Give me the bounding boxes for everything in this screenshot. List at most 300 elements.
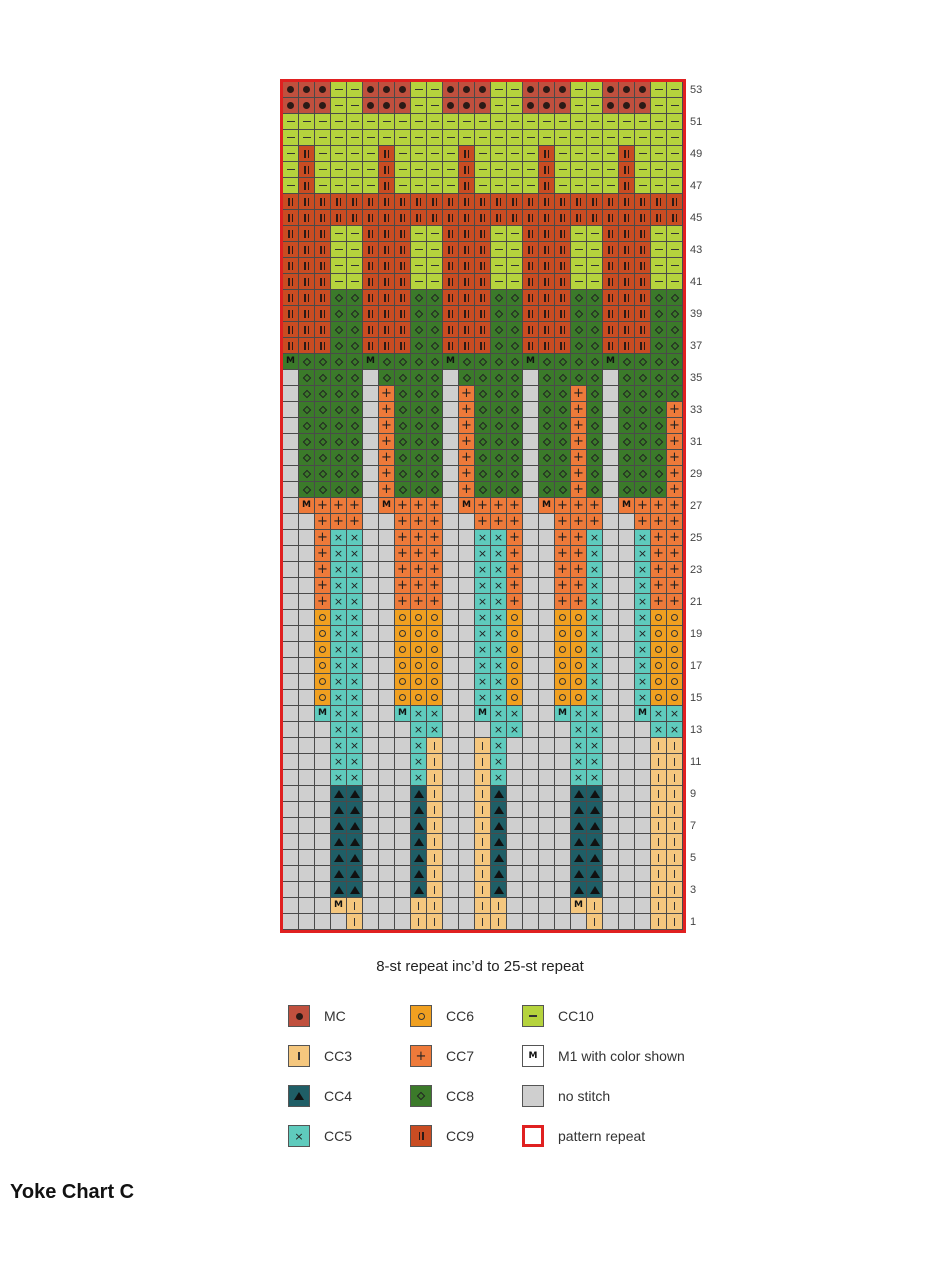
stitch-cell-cc9: [395, 274, 411, 290]
stitch-cell-no-stitch: [459, 562, 475, 578]
stitch-cell-cc8: [395, 466, 411, 482]
stitch-cell-cc6: [315, 610, 331, 626]
legend-item-rep: [522, 1124, 645, 1148]
stitch-cell-no-stitch: [363, 530, 379, 546]
stitch-cell-cc10: [667, 178, 683, 194]
stitch-cell-cc9: [619, 226, 635, 242]
stitch-cell-no-stitch: [603, 562, 619, 578]
stitch-cell-no-stitch: [395, 738, 411, 754]
stitch-cell-cc8: [299, 466, 315, 482]
stitch-cell-cc8: [635, 466, 651, 482]
stitch-cell-no-stitch: [523, 882, 539, 898]
stitch-cell-cc8: [539, 482, 555, 498]
stitch-cell-no-stitch: [507, 802, 523, 818]
stitch-cell-cc7: +: [571, 466, 587, 482]
stitch-cell-no-stitch: [363, 498, 379, 514]
stitch-cell-cc8: [619, 466, 635, 482]
stitch-cell-no-stitch: [539, 610, 555, 626]
stitch-cell-cc8: [331, 338, 347, 354]
stitch-cell-cc9: [667, 210, 683, 226]
stitch-cell-no-stitch: [395, 802, 411, 818]
stitch-cell-cc8: [667, 386, 683, 402]
stitch-cell-cc4: [587, 834, 603, 850]
stitch-cell-cc5: ×: [331, 626, 347, 642]
stitch-cell-no-stitch: [539, 690, 555, 706]
stitch-cell-cc7: +: [507, 514, 523, 530]
stitch-cell-cc8: [491, 290, 507, 306]
stitch-cell-cc8: [555, 482, 571, 498]
stitch-cell-cc3: [667, 802, 683, 818]
stitch-cell-cc7: +: [667, 578, 683, 594]
stitch-cell-no-stitch: [459, 850, 475, 866]
stitch-cell-cc9: [523, 322, 539, 338]
stitch-cell-no-stitch: [603, 434, 619, 450]
stitch-cell-no-stitch: [299, 802, 315, 818]
stitch-cell-no-stitch: [395, 850, 411, 866]
stitch-cell-cc9: [619, 258, 635, 274]
stitch-cell-no-stitch: [379, 754, 395, 770]
legend-label: CC3: [324, 1048, 353, 1064]
stitch-cell-cc7: +: [491, 498, 507, 514]
stitch-cell-cc5: ×: [507, 722, 523, 738]
stitch-cell-no-stitch: [379, 578, 395, 594]
legend-item-cc10: [522, 1004, 594, 1028]
row-number: 51: [690, 116, 703, 128]
stitch-cell-no-stitch: [443, 866, 459, 882]
stitch-cell-cc8: [555, 418, 571, 434]
stitch-cell-cc3: [651, 882, 667, 898]
stitch-cell-mc: [475, 82, 491, 98]
stitch-cell-cc9: [619, 290, 635, 306]
stitch-cell-cc10: [651, 82, 667, 98]
stitch-cell-cc5: ×: [587, 642, 603, 658]
stitch-cell-no-stitch: [635, 722, 651, 738]
stitch-cell-cc9: [379, 290, 395, 306]
stitch-cell-no-stitch: [443, 418, 459, 434]
stitch-cell-cc10: [603, 146, 619, 162]
stitch-cell-no-stitch: [619, 546, 635, 562]
stitch-cell-cc7: +: [459, 450, 475, 466]
stitch-cell-no-stitch: [459, 914, 475, 930]
stitch-cell-cc8: [395, 418, 411, 434]
stitch-cell-cc9: [411, 194, 427, 210]
stitch-cell-cc6: [651, 674, 667, 690]
stitch-cell-cc9: [411, 210, 427, 226]
stitch-cell-cc7: +: [651, 514, 667, 530]
stitch-cell-no-stitch: [379, 514, 395, 530]
stitch-cell-cc7: +: [315, 578, 331, 594]
stitch-cell-cc9: [635, 290, 651, 306]
stitch-cell-no-stitch: [379, 738, 395, 754]
stitch-cell-no-stitch: [363, 914, 379, 930]
stitch-cell-cc10: [491, 130, 507, 146]
stitch-cell-cc9: [539, 210, 555, 226]
stitch-cell-no-stitch: [619, 898, 635, 914]
stitch-cell-no-stitch: [299, 754, 315, 770]
stitch-cell-cc6: [651, 610, 667, 626]
stitch-cell-no-stitch: [299, 786, 315, 802]
stitch-cell-cc3: [475, 866, 491, 882]
stitch-cell-cc10: [427, 258, 443, 274]
stitch-cell-no-stitch: [443, 882, 459, 898]
row-number: 5: [690, 852, 697, 864]
stitch-cell-cc10: [587, 258, 603, 274]
stitch-cell-cc3: [667, 770, 683, 786]
stitch-cell-cc8: [411, 402, 427, 418]
stitch-cell-cc8: [331, 290, 347, 306]
stitch-cell-no-stitch: [379, 546, 395, 562]
stitch-cell-no-stitch: [283, 514, 299, 530]
stitch-cell-cc5: ×: [347, 562, 363, 578]
stitch-cell-no-stitch: [363, 402, 379, 418]
stitch-cell-cc10: [603, 130, 619, 146]
stitch-cell-cc8: [667, 354, 683, 370]
stitch-cell-cc8: [587, 354, 603, 370]
stitch-cell-no-stitch: [523, 690, 539, 706]
stitch-cell-cc10: [427, 178, 443, 194]
stitch-cell-cc10: [363, 130, 379, 146]
stitch-cell-cc10: [523, 130, 539, 146]
stitch-cell-cc8: [299, 450, 315, 466]
stitch-cell-cc8: [491, 482, 507, 498]
stitch-cell-no-stitch: [459, 754, 475, 770]
stitch-cell-cc5: ×: [411, 770, 427, 786]
stitch-cell-cc8: [491, 338, 507, 354]
stitch-cell-mc: [603, 98, 619, 114]
stitch-cell-cc5: ×: [347, 690, 363, 706]
stitch-cell-cc10: [411, 178, 427, 194]
stitch-cell-cc8: [347, 354, 363, 370]
stitch-grid: [283, 82, 683, 930]
stitch-cell-no-stitch: [283, 562, 299, 578]
stitch-cell-cc3: [651, 770, 667, 786]
stitch-cell-cc8: [507, 322, 523, 338]
stitch-cell-cc8: [667, 338, 683, 354]
stitch-cell-cc5: ×: [635, 610, 651, 626]
stitch-cell-cc8: [411, 354, 427, 370]
stitch-cell-cc8: [315, 466, 331, 482]
stitch-cell-cc9: [539, 274, 555, 290]
stitch-cell-cc9: [299, 306, 315, 322]
stitch-cell-no-stitch: [363, 482, 379, 498]
stitch-cell-cc8: [411, 386, 427, 402]
stitch-cell-cc4: [587, 850, 603, 866]
stitch-cell-cc8: [539, 402, 555, 418]
stitch-cell-cc4: [491, 818, 507, 834]
stitch-cell-no-stitch: [299, 594, 315, 610]
stitch-cell-cc10: [523, 114, 539, 130]
stitch-cell-cc5: ×: [331, 594, 347, 610]
stitch-cell-no-stitch: [539, 770, 555, 786]
stitch-cell-mc: [539, 98, 555, 114]
stitch-cell-cc9: [299, 210, 315, 226]
stitch-cell-cc5: ×: [475, 546, 491, 562]
stitch-cell-cc10: [667, 114, 683, 130]
stitch-cell-no-stitch: [443, 546, 459, 562]
stitch-cell-cc9: [539, 226, 555, 242]
stitch-cell-cc9: [379, 178, 395, 194]
stitch-cell-cc9: [283, 242, 299, 258]
stitch-cell-cc9: [475, 226, 491, 242]
stitch-cell-cc9: [619, 210, 635, 226]
stitch-cell-no-stitch: [635, 914, 651, 930]
stitch-cell-cc8: [491, 386, 507, 402]
stitch-cell-cc8: [651, 450, 667, 466]
stitch-cell-cc8: [347, 466, 363, 482]
stitch-cell-cc5: ×: [331, 754, 347, 770]
stitch-cell-cc5: ×: [571, 738, 587, 754]
stitch-cell-no-stitch: [283, 706, 299, 722]
stitch-cell-cc3: [651, 818, 667, 834]
stitch-cell-no-stitch: [379, 786, 395, 802]
stitch-cell-no-stitch: [523, 802, 539, 818]
stitch-cell-cc3: [475, 770, 491, 786]
legend-item-cc8: [410, 1084, 474, 1108]
stitch-cell-no-stitch: [539, 722, 555, 738]
stitch-cell-cc10: [603, 178, 619, 194]
stitch-cell-cc9: [315, 290, 331, 306]
stitch-cell-cc3: [475, 914, 491, 930]
stitch-cell-cc9: [427, 194, 443, 210]
stitch-cell-mc: [395, 82, 411, 98]
stitch-cell-cc7: +: [571, 418, 587, 434]
row-number: 35: [690, 372, 703, 384]
stitch-cell-cc4: [347, 866, 363, 882]
stitch-cell-cc7: +: [347, 514, 363, 530]
stitch-cell-cc9: [459, 322, 475, 338]
stitch-cell-cc4: [331, 850, 347, 866]
stitch-cell-no-stitch: [603, 786, 619, 802]
stitch-cell-cc4: [587, 882, 603, 898]
stitch-cell-cc9: [379, 146, 395, 162]
stitch-cell-cc9: [603, 258, 619, 274]
stitch-cell-no-stitch: [443, 674, 459, 690]
stitch-cell-no-stitch: [443, 690, 459, 706]
stitch-cell-cc9: [459, 194, 475, 210]
stitch-cell-no-stitch: [539, 562, 555, 578]
stitch-cell-cc8: [571, 370, 587, 386]
stitch-cell-no-stitch: [363, 370, 379, 386]
stitch-cell-no-stitch: [619, 722, 635, 738]
stitch-cell-cc4: [587, 866, 603, 882]
stitch-cell-m1-cc8: M: [443, 354, 459, 370]
stitch-cell-cc8: [347, 370, 363, 386]
stitch-cell-cc10: [331, 162, 347, 178]
stitch-cell-cc8: [667, 322, 683, 338]
stitch-cell-cc8: [347, 434, 363, 450]
stitch-cell-cc8: [427, 322, 443, 338]
stitch-cell-no-stitch: [603, 898, 619, 914]
stitch-cell-cc9: [635, 258, 651, 274]
stitch-cell-cc10: [507, 178, 523, 194]
stitch-cell-cc8: [427, 386, 443, 402]
stitch-cell-no-stitch: [539, 546, 555, 562]
stitch-cell-cc9: [539, 146, 555, 162]
stitch-cell-cc10: [491, 242, 507, 258]
stitch-cell-cc7: +: [507, 562, 523, 578]
stitch-cell-cc8: [587, 402, 603, 418]
stitch-cell-no-stitch: [603, 514, 619, 530]
stitch-cell-cc7: +: [395, 562, 411, 578]
stitch-cell-no-stitch: [283, 674, 299, 690]
row-number: 13: [690, 724, 703, 736]
stitch-cell-cc9: [555, 274, 571, 290]
stitch-cell-cc5: ×: [587, 610, 603, 626]
stitch-cell-cc4: [347, 882, 363, 898]
stitch-cell-cc8: [459, 370, 475, 386]
stitch-cell-cc8: [587, 306, 603, 322]
stitch-cell-no-stitch: [603, 770, 619, 786]
stitch-cell-cc9: [635, 210, 651, 226]
stitch-cell-mc: [603, 82, 619, 98]
stitch-cell-cc5: ×: [571, 754, 587, 770]
stitch-cell-cc9: [539, 290, 555, 306]
stitch-cell-no-stitch: [363, 386, 379, 402]
stitch-cell-cc10: [331, 130, 347, 146]
stitch-cell-no-stitch: [619, 690, 635, 706]
stitch-cell-no-stitch: [523, 610, 539, 626]
stitch-cell-cc10: [315, 114, 331, 130]
stitch-cell-cc6: [555, 626, 571, 642]
stitch-cell-cc9: [603, 306, 619, 322]
stitch-cell-cc8: [347, 386, 363, 402]
stitch-cell-cc5: ×: [331, 546, 347, 562]
stitch-cell-cc3: [667, 818, 683, 834]
stitch-cell-cc10: [651, 178, 667, 194]
stitch-cell-cc10: [491, 146, 507, 162]
stitch-cell-cc10: [347, 258, 363, 274]
stitch-cell-no-stitch: [523, 674, 539, 690]
stitch-cell-cc8: [395, 386, 411, 402]
stitch-cell-no-stitch: [363, 546, 379, 562]
stitch-cell-no-stitch: [635, 834, 651, 850]
stitch-cell-cc8: [539, 418, 555, 434]
stitch-cell-cc8: [491, 322, 507, 338]
stitch-cell-cc8: [667, 290, 683, 306]
stitch-cell-cc7: +: [667, 546, 683, 562]
stitch-cell-cc4: [571, 818, 587, 834]
stitch-cell-cc9: [299, 194, 315, 210]
stitch-cell-no-stitch: [299, 770, 315, 786]
stitch-cell-no-stitch: [443, 914, 459, 930]
stitch-cell-cc3: [475, 882, 491, 898]
row-number: 49: [690, 148, 703, 160]
stitch-cell-no-stitch: [443, 834, 459, 850]
stitch-cell-cc8: [651, 402, 667, 418]
stitch-cell-cc9: [651, 194, 667, 210]
stitch-cell-cc10: [347, 162, 363, 178]
stitch-cell-cc8: [651, 306, 667, 322]
stitch-cell-mc: [299, 82, 315, 98]
stitch-cell-cc8: [299, 482, 315, 498]
stitch-cell-cc3: [475, 850, 491, 866]
stitch-cell-cc9: [395, 290, 411, 306]
stitch-cell-cc5: ×: [347, 658, 363, 674]
stitch-cell-cc8: [507, 370, 523, 386]
stitch-cell-cc3: [427, 738, 443, 754]
stitch-cell-no-stitch: [363, 770, 379, 786]
stitch-cell-cc10: [491, 98, 507, 114]
stitch-cell-cc5: ×: [587, 690, 603, 706]
stitch-cell-cc6: [411, 674, 427, 690]
stitch-cell-cc9: [523, 194, 539, 210]
stitch-cell-cc9: [299, 178, 315, 194]
stitch-cell-cc10: [411, 258, 427, 274]
stitch-cell-cc7: +: [395, 594, 411, 610]
stitch-cell-cc8: [395, 450, 411, 466]
stitch-cell-no-stitch: [443, 754, 459, 770]
stitch-cell-cc10: [587, 114, 603, 130]
stitch-cell-no-stitch: [603, 530, 619, 546]
stitch-cell-no-stitch: [283, 850, 299, 866]
row-number: 41: [690, 276, 703, 288]
stitch-cell-cc10: [331, 242, 347, 258]
stitch-cell-no-stitch: [395, 770, 411, 786]
stitch-cell-cc8: [555, 386, 571, 402]
stitch-cell-cc10: [587, 130, 603, 146]
stitch-cell-no-stitch: [523, 562, 539, 578]
stitch-cell-cc7: +: [507, 530, 523, 546]
stitch-cell-cc8: [427, 450, 443, 466]
stitch-cell-cc9: [475, 290, 491, 306]
stitch-cell-no-stitch: [603, 546, 619, 562]
row-number: 47: [690, 180, 703, 192]
stitch-cell-cc10: [427, 226, 443, 242]
stitch-cell-cc10: [283, 178, 299, 194]
stitch-cell-cc10: [395, 130, 411, 146]
stitch-cell-m1-cc8: M: [603, 354, 619, 370]
stitch-cell-cc4: [411, 802, 427, 818]
stitch-cell-cc9: [555, 226, 571, 242]
stitch-cell-cc8: [331, 370, 347, 386]
stitch-cell-cc10: [475, 178, 491, 194]
stitch-cell-cc9: [363, 226, 379, 242]
stitch-cell-cc3: [475, 786, 491, 802]
stitch-cell-cc10: [587, 274, 603, 290]
stitch-cell-cc4: [331, 882, 347, 898]
stitch-cell-no-stitch: [443, 434, 459, 450]
stitch-cell-cc10: [507, 146, 523, 162]
stitch-cell-cc10: [587, 82, 603, 98]
stitch-cell-cc7: +: [475, 514, 491, 530]
stitch-cell-cc4: [347, 834, 363, 850]
stitch-cell-cc8: [635, 354, 651, 370]
stitch-cell-cc6: [651, 626, 667, 642]
stitch-cell-cc5: ×: [587, 530, 603, 546]
stitch-cell-cc6: [555, 658, 571, 674]
stitch-cell-no-stitch: [539, 898, 555, 914]
stitch-cell-cc10: [347, 130, 363, 146]
stitch-cell-no-stitch: [283, 418, 299, 434]
stitch-cell-no-stitch: [379, 850, 395, 866]
stitch-cell-cc8: [635, 370, 651, 386]
stitch-cell-no-stitch: [555, 850, 571, 866]
stitch-cell-cc10: [331, 274, 347, 290]
stitch-cell-no-stitch: [363, 706, 379, 722]
stitch-cell-cc3: [347, 898, 363, 914]
stitch-cell-cc9: [555, 242, 571, 258]
stitch-cell-cc9: [459, 162, 475, 178]
stitch-cell-cc10: [363, 114, 379, 130]
stitch-cell-cc4: [331, 834, 347, 850]
stitch-cell-cc7: +: [555, 562, 571, 578]
stitch-cell-cc10: [331, 98, 347, 114]
stitch-cell-cc10: [651, 162, 667, 178]
stitch-cell-cc6: [315, 642, 331, 658]
legend-swatch-cc6: [410, 1005, 432, 1027]
stitch-cell-no-stitch: [379, 610, 395, 626]
stitch-cell-no-stitch: [619, 514, 635, 530]
